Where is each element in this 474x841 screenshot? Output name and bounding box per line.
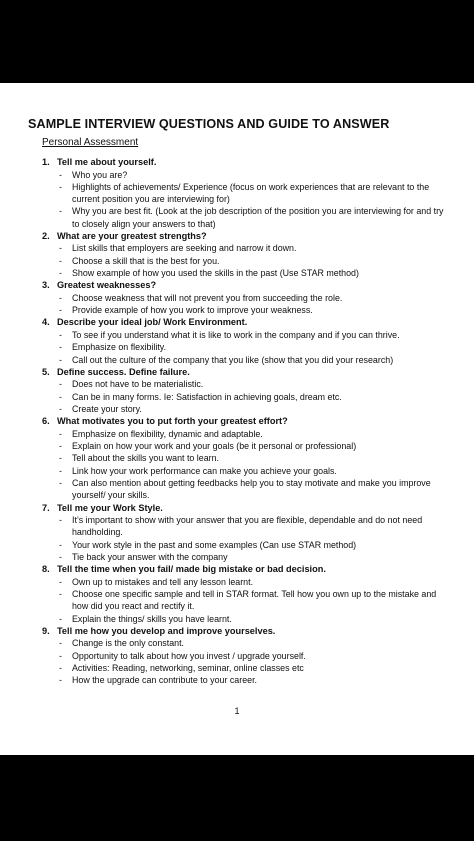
question-text: Describe your ideal job/ Work Environment. [57,317,248,328]
list-item [0,292,474,304]
list-item-text: It’s important to show with your answer that you are flexible, dependable and do not need handholding. [72,515,423,538]
question-text: What motivates you to put forth your greatest effort? [57,416,288,427]
list-item-text: Explain on how your work and your goals (be it personal or professional) [72,441,357,452]
dash-bullet-icon: - [59,576,62,587]
dash-bullet-icon: - [59,613,62,624]
list-item-text: Why you are best fit. (Look at the job description of the position you are interviewing for and try to closely align your answers to that) [72,206,444,229]
question-list [0,156,474,687]
question-heading [0,502,474,515]
question-text: Greatest weaknesses? [57,280,157,291]
list-item-text: List skills that employers are seeking and narrow it down. [72,243,297,254]
dash-bullet-icon: - [59,255,62,266]
dash-bullet-icon: - [59,551,62,562]
list-item [0,391,474,403]
question-heading [0,366,474,379]
answer-guide-list [0,169,474,230]
list-item [0,477,474,502]
dash-bullet-icon: - [59,539,62,550]
dash-bullet-icon: - [59,650,62,661]
dash-bullet-icon: - [59,342,62,353]
list-item [0,242,474,254]
list-item-text: Your work style in the past and some examples (Can use STAR method) [72,539,357,550]
list-item-text: Activities: Reading, networking, seminar, online classes etc [72,663,304,673]
answer-guide-list [0,576,474,625]
list-item [0,304,474,316]
list-item-text: Does not have to be materialistic. [72,379,204,390]
list-item-text: Provide example of how you work to improve your weakness. [72,305,313,316]
answer-guide-list [0,242,474,279]
list-item [0,650,474,662]
section-subtitle: Personal Assessment [42,137,139,148]
dash-bullet-icon: - [59,268,62,279]
list-item [0,403,474,415]
list-item [0,662,474,674]
question-text: Define success. Define failure. [57,366,190,377]
list-item [0,378,474,390]
list-item [0,637,474,649]
list-item-text: Who you are? [72,169,128,180]
list-item-text: Emphasize on flexibility. [72,342,167,353]
list-item [0,181,474,206]
list-item [0,267,474,279]
question-heading [0,415,474,428]
answer-guide-list [0,378,474,415]
answer-guide-list [0,292,474,317]
question-number: 3. [42,280,50,291]
list-item-text: How the upgrade can contribute to your career. [72,675,258,686]
dash-bullet-icon: - [59,243,62,254]
list-item [0,588,474,613]
list-item-text: To see if you understand what it is like to work in the company and if you can thrive. [72,329,400,340]
question-number: 7. [42,502,50,513]
question-number: 4. [42,317,50,328]
question-number: 2. [42,230,50,241]
dash-bullet-icon: - [59,515,62,526]
question-block [0,366,474,415]
dash-bullet-icon: - [59,329,62,340]
question-heading [0,156,474,169]
document-title: SAMPLE INTERVIEW QUESTIONS AND GUIDE TO ANSWER [28,117,390,131]
dash-bullet-icon: - [59,379,62,390]
list-item [0,329,474,341]
question-block [0,563,474,625]
dash-bullet-icon: - [59,181,62,192]
list-item-text: Explain the things/ skills you have learnt. [72,613,232,624]
dash-bullet-icon: - [59,453,62,464]
list-item [0,465,474,477]
list-item [0,255,474,267]
list-item-text: Show example of how you used the skills in the past (Use STAR method) [72,268,359,279]
dash-bullet-icon: - [59,206,62,217]
question-heading [0,230,474,243]
answer-guide-list [0,329,474,366]
list-item [0,613,474,625]
list-item [0,452,474,464]
list-item-text: Tell about the skills you want to learn. [72,453,220,464]
list-item-text: Choose a skill that is the best for you. [72,255,220,266]
dash-bullet-icon: - [59,589,62,600]
dash-bullet-icon: - [59,169,62,180]
dash-bullet-icon: - [59,428,62,439]
list-item [0,169,474,181]
question-text: Tell me how you develop and improve yourselves. [57,625,276,636]
list-item-text: Link how your work performance can make you achieve your goals. [72,465,337,476]
list-item-text: Opportunity to talk about how you invest / upgrade yourself. [72,650,306,661]
dash-bullet-icon: - [59,663,62,673]
dash-bullet-icon: - [59,391,62,402]
question-text: Tell the time when you fail/ made big mistake or bad decision. [57,564,326,575]
dash-bullet-icon: - [59,465,62,476]
list-item [0,440,474,452]
answer-guide-list [0,514,474,563]
dash-bullet-icon: - [59,292,62,303]
list-item [0,205,474,230]
question-number: 8. [42,564,50,575]
list-item-text: Change is the only constant. [72,638,184,649]
list-item-text: Choose one specific sample and tell in STAR format. Tell how you own up to the mistake and how did you react and rectify it. [72,589,437,612]
dash-bullet-icon: - [59,403,62,414]
list-item-text: Emphasize on flexibility, dynamic and adaptable. [72,428,263,439]
question-block [0,279,474,316]
page-number: 1 [234,706,240,716]
question-number: 1. [42,157,50,167]
question-text: Tell me your Work Style. [57,502,163,513]
list-item [0,428,474,440]
list-item-text: Can be in many forms. Ie: Satisfaction in achieving goals, dream etc. [72,391,342,402]
answer-guide-list [0,637,474,686]
question-block [0,316,474,365]
list-item-text: Own up to mistakes and tell any lesson learnt. [72,576,254,587]
dash-bullet-icon: - [59,638,62,649]
dash-bullet-icon: - [59,441,62,452]
list-item-text: Create your story. [72,403,142,414]
question-block [0,625,474,687]
question-number: 6. [42,416,50,427]
question-number: 5. [42,366,50,377]
list-item [0,674,474,686]
list-item [0,354,474,366]
list-item [0,551,474,563]
list-item-text: Call out the culture of the company that you like (show that you did your research) [72,354,394,365]
list-item [0,514,474,539]
question-heading [0,625,474,638]
question-number: 9. [42,625,50,636]
dash-bullet-icon: - [59,477,62,488]
document-page [0,83,474,755]
list-item-text: Highlights of achievements/ Experience (focus on work experiences that are relevant to the current position you are interviewing for) [72,181,430,205]
question-heading [0,279,474,292]
question-block [0,502,474,564]
dash-bullet-icon: - [59,675,62,686]
question-heading [0,563,474,576]
answer-guide-list [0,428,474,502]
list-item-text: Can also mention about getting feedbacks help you to stay motivate and make you improve yourself/ your skills. [72,477,431,501]
question-text: Tell me about yourself. [57,157,157,167]
question-text: What are your greatest strengths? [57,230,207,241]
list-item [0,539,474,551]
dash-bullet-icon: - [59,305,62,316]
question-block [0,156,474,230]
dash-bullet-icon: - [59,354,62,365]
question-block [0,230,474,279]
question-heading [0,316,474,329]
list-item-text: Choose weakness that will not prevent you from succeeding the role. [72,292,343,303]
list-item [0,576,474,588]
question-block [0,415,474,501]
list-item [0,341,474,353]
list-item-text: Tie back your answer with the company [72,551,228,562]
